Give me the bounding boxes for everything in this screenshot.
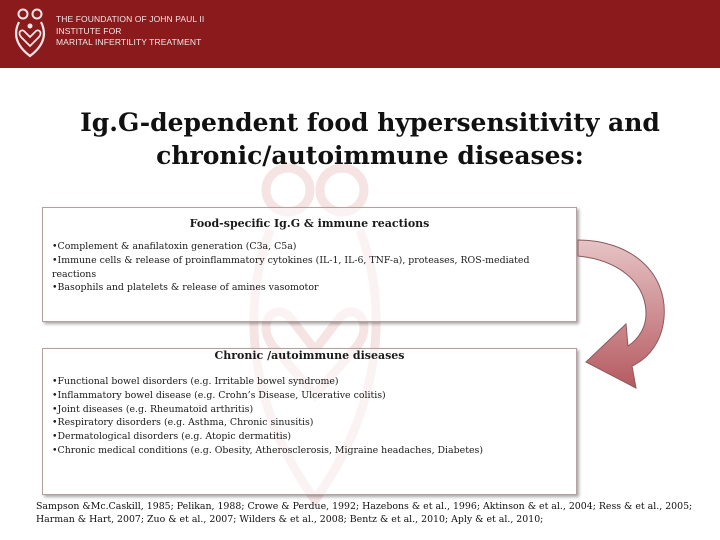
immune-reactions-title: Food-specific Ig.G & immune reactions [189, 217, 430, 230]
immune-reactions-list [52, 240, 568, 295]
slide-title [60, 106, 680, 172]
list-item: •Inflammatory bowel disease (e.g. Crohn’s Disease, Ulcerative colitis) [52, 389, 386, 401]
org-line-2: INSTITUTE FOR [56, 25, 122, 36]
curved-arrow-icon [560, 200, 680, 390]
list-item: •Complement & anafilatoxin generation (C3a, C5a) [52, 241, 297, 252]
list-item: •Chronic medical conditions (e.g. Obesity, Atherosclerosis, Migraine headaches, Diabetes) [52, 444, 483, 456]
list-item: •Immune cells & release of proinflammatory cytokines (IL-1, IL-6, TNF-a), proteases, ROS-mediated reactions [52, 254, 530, 280]
list-item: •Respiratory disorders (e.g. Asthma, Chronic sinusitis) [52, 417, 314, 429]
chronic-diseases-list [52, 375, 568, 458]
list-item: •Dermatological disorders (e.g. Atopic dermatitis) [52, 431, 292, 443]
org-line-1: THE FOUNDATION OF JOHN PAUL II [56, 14, 205, 24]
chronic-diseases-title: Chronic /autoimmune diseases [214, 349, 405, 362]
family-heart-logo-icon [12, 6, 48, 60]
list-item: •Basophils and platelets & release of amines vasomotor [52, 282, 319, 294]
references-text: Sampson &Mc.Caskill, 1985; Pelikan, 1988; Crowe & Perdue, 1992; Hazebons & et al., 1996; Aktinson & et al., 2004; Ress & et al., 2005; Harman & Hart, 2007; Zuo & et al., 2007; Wilders & et al., 2008; Bentz & et al., 2010; Aply & et al., 2010; [36, 501, 693, 525]
org-line-3: MARITAL INFERTILITY TREATMENT [56, 37, 202, 47]
chronic-diseases-box [42, 348, 577, 495]
organization-name [56, 14, 296, 49]
immune-reactions-box [42, 207, 577, 322]
title-line-2: chronic/autoimmune diseases: [156, 141, 584, 170]
header-bar [0, 0, 720, 68]
list-item: •Joint diseases (e.g. Rheumatoid arthritis) [52, 403, 254, 415]
title-line-1: Ig.G-dependent food hypersensitivity and [80, 108, 660, 137]
list-item: •Functional bowel disorders (e.g. Irritable bowel syndrome) [52, 376, 339, 387]
